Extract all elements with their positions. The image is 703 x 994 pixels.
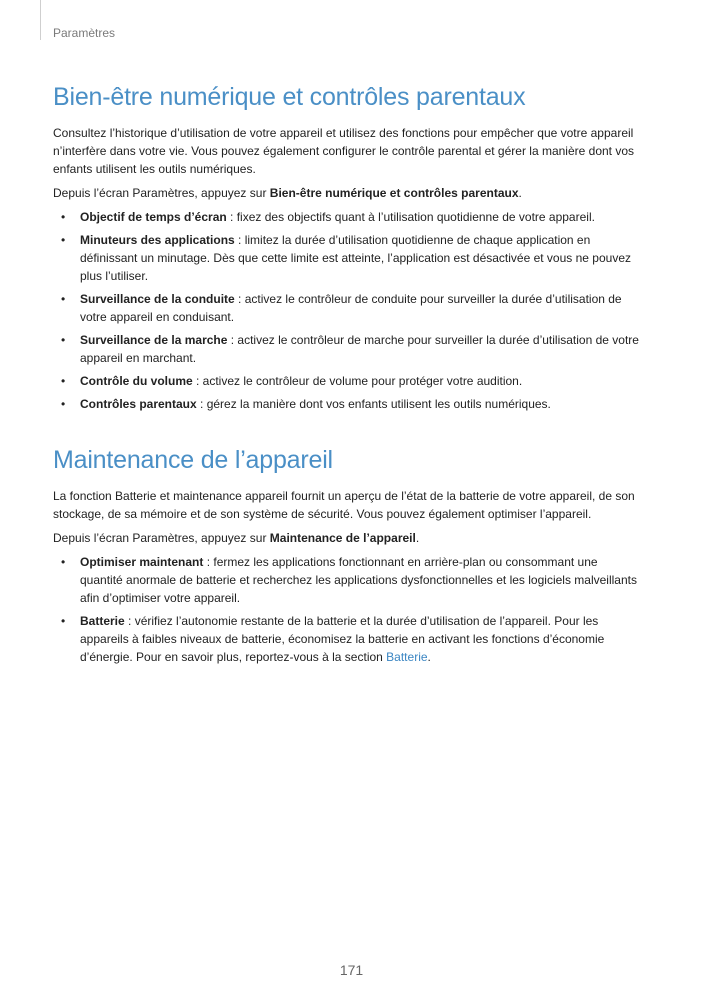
list-item <box>53 395 643 413</box>
path-target: Maintenance de l’appareil <box>269 531 416 545</box>
item-tail: . <box>427 650 431 664</box>
bullet-icon: • <box>61 233 66 247</box>
page-number: 171 <box>339 962 364 978</box>
battery-link[interactable]: Batterie <box>386 650 428 664</box>
list-item <box>53 553 643 607</box>
path-target: Bien-être numérique et contrôles parentaux <box>269 186 519 200</box>
item-description: : vérifiez l’autonomie restante de la batterie et la durée d’utilisation de l’appareil. Pour les appareils à faibles niveaux de batterie, économisez la batterie en activant les fonctions d’économie d’énergie. Pour en savoir plus, reportez-vous à la section <box>80 614 605 664</box>
item-term: Contrôle du volume <box>80 374 193 388</box>
item-term: Surveillance de la conduite <box>80 292 235 306</box>
bullet-icon: • <box>61 292 66 306</box>
bullet-icon: • <box>61 614 66 628</box>
list-item <box>53 208 643 226</box>
navigation-path <box>53 184 643 202</box>
list-item <box>53 372 643 390</box>
page-content <box>53 80 643 671</box>
intro-paragraph: La fonction Batterie et maintenance appareil fournit un aperçu de l’état de la batterie de votre appareil, de son stockage, de sa mémoire et de son système de sécurité. Vous pouvez également optimiser l’appareil. <box>53 489 635 521</box>
list-item <box>53 612 643 666</box>
feature-list <box>53 208 643 413</box>
bullet-icon: • <box>61 374 66 388</box>
bullet-icon: • <box>61 397 66 411</box>
section-device-maintenance <box>53 443 643 666</box>
item-term: Minuteurs des applications <box>80 233 235 247</box>
item-term: Contrôles parentaux <box>80 397 197 411</box>
item-description: : gérez la manière dont vos enfants utilisent les outils numériques. <box>196 397 551 411</box>
running-head: Paramètres <box>53 26 116 40</box>
list-item <box>53 331 643 367</box>
margin-rule <box>40 0 41 40</box>
section-title-digital-wellbeing: Bien-être numérique et contrôles parentaux <box>53 83 526 111</box>
item-term: Batterie <box>80 614 125 628</box>
path-prefix: Depuis l’écran Paramètres, appuyez sur <box>53 186 270 200</box>
bullet-icon: • <box>61 333 66 347</box>
item-description: : fixez des objectifs quant à l’utilisation quotidienne de votre appareil. <box>226 210 595 224</box>
navigation-path <box>53 529 643 547</box>
list-item <box>53 231 643 285</box>
section-digital-wellbeing <box>53 80 643 413</box>
path-suffix: . <box>415 531 420 545</box>
path-suffix: . <box>518 186 522 200</box>
item-term: Objectif de temps d’écran <box>80 210 227 224</box>
item-description: : activez le contrôleur de marche pour surveiller la durée d’utilisation de votre appareil en marchant. <box>80 333 639 365</box>
feature-list <box>53 553 643 666</box>
bullet-icon: • <box>61 210 66 224</box>
path-prefix: Depuis l’écran Paramètres, appuyez sur <box>53 531 270 545</box>
item-term: Surveillance de la marche <box>80 333 228 347</box>
bullet-icon: • <box>61 555 66 569</box>
item-description: : activez le contrôleur de volume pour protéger votre audition. <box>192 374 523 388</box>
item-term: Optimiser maintenant <box>80 555 204 569</box>
item-description: : limitez la durée d’utilisation quotidienne de chaque application en définissant un minutage. Dès que cette limite est atteinte, l’application est désactivée et vous ne pouvez plus l’utiliser. <box>80 233 631 283</box>
item-description: : activez le contrôleur de conduite pour surveiller la durée d’utilisation de votre appareil en conduisant. <box>80 292 622 324</box>
item-description: : fermez les applications fonctionnant en arrière-plan ou consommant une quantité anormale de batterie et recherchez les applications dysfonctionnelles et les logiciels malveillants afin d’optimiser votre appareil. <box>80 555 637 605</box>
intro-paragraph: Consultez l’historique d’utilisation de votre appareil et utilisez des fonctions pour empêcher que votre appareil n’interfère dans votre vie. Vous pouvez également configurer le contrôle parental et gérer la manière dont vos enfants utilisent les outils numériques. <box>53 126 635 176</box>
list-item <box>53 290 643 326</box>
section-title-device-maintenance: Maintenance de l’appareil <box>53 446 333 474</box>
